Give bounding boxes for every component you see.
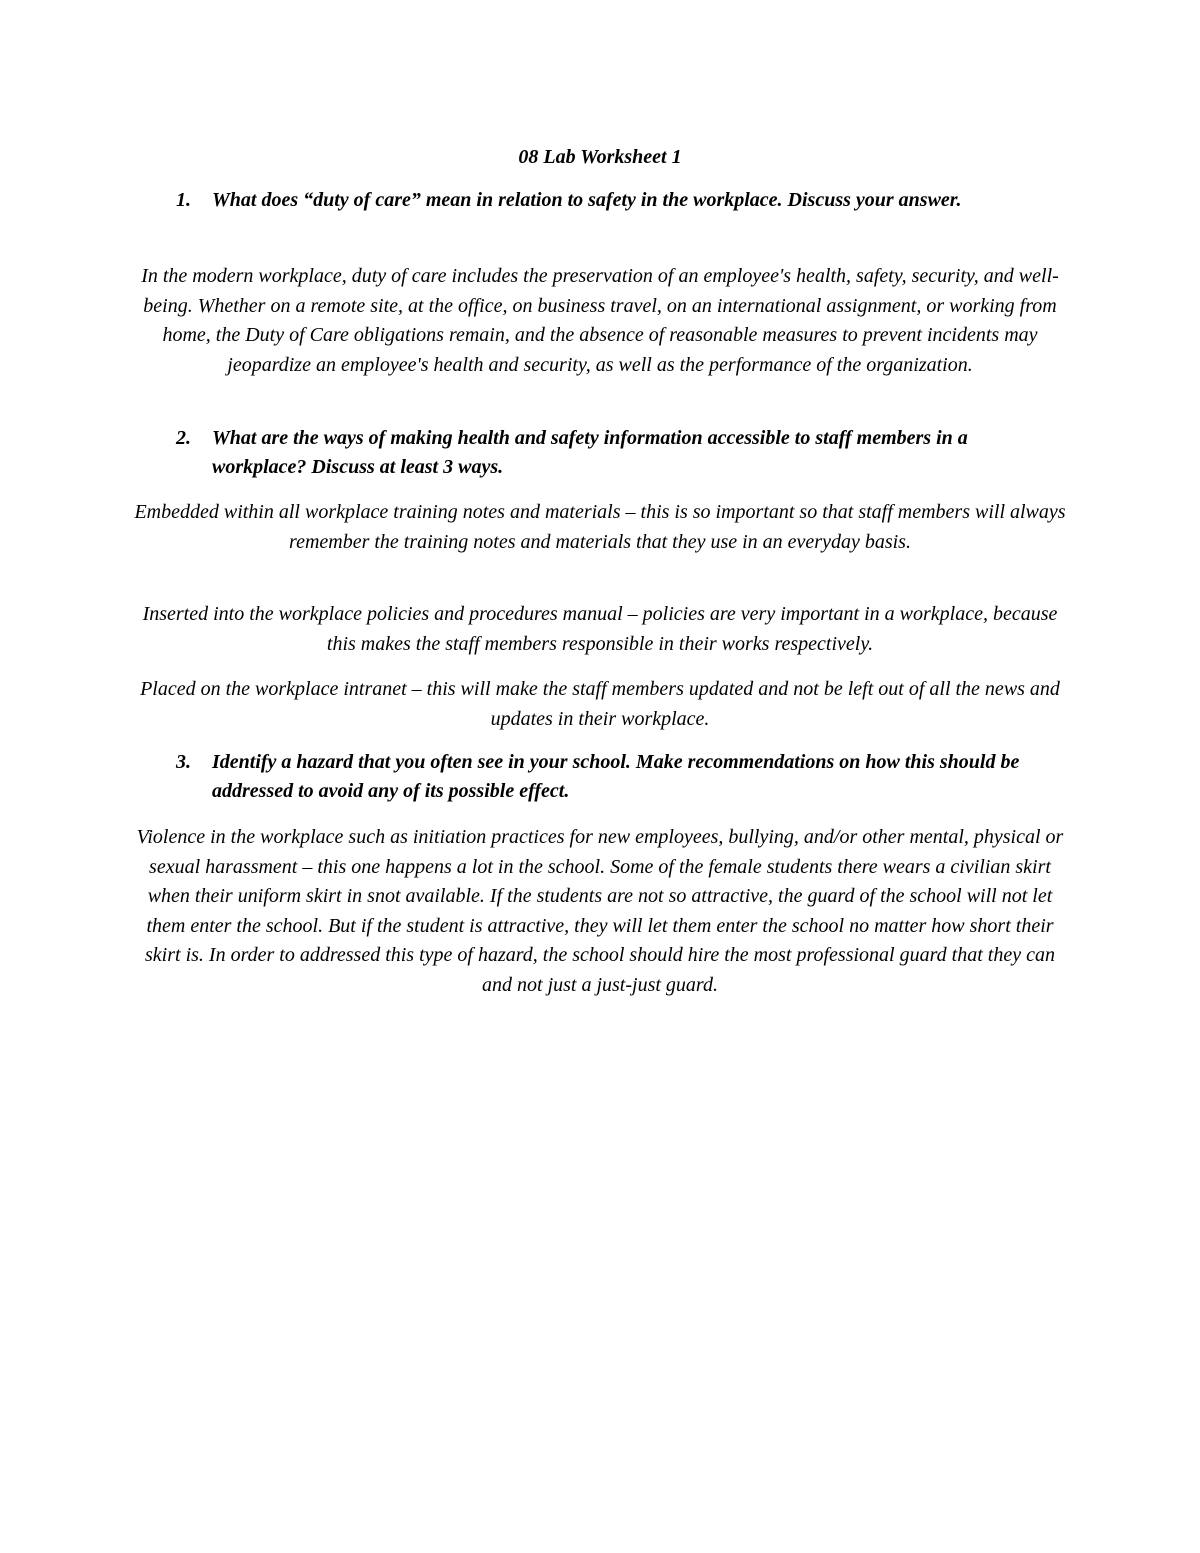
- answer-3: Violence in the workplace such as initiation practices for new employees, bullying, and/or other mental, physical or sexual harassment – this one happens a lot in the school. Some of the female students there wears a civilian skirt when their uniform skirt in snot available. If the students are not so attractive, the guard of the school will not let them enter the school. But if the student is attractive, they will let them enter the school no matter how short their skirt is. In order to addressed this type of hazard, the school should hire the most professional guard that they can and not just a just-just guard.: [136, 826, 1064, 996]
- question-3: [176, 748, 1026, 806]
- question-number: 2.: [176, 427, 191, 449]
- answer-2a: Embedded within all workplace training notes and materials – this is so important so that staff members will always remember the training notes and materials that they use in an everyday basis.: [134, 501, 1066, 553]
- question-text: What does “duty of care” mean in relation to safety in the workplace. Discuss your answer.: [212, 189, 962, 211]
- question-1: [176, 186, 1026, 215]
- answer-2c: Placed on the workplace intranet – this will make the staff members updated and not be left out of all the news and updates in their workplace.: [140, 678, 1060, 730]
- answer-1: In the modern workplace, duty of care includes the preservation of an employee's health, safety, security, and well-being. Whether on a remote site, at the office, on business travel, on an international assignment, or working from home, the Duty of Care obligations remain, and the absence of reasonable measures to prevent incidents may jeopardize an employee's health and security, as well as the performance of the organization.: [141, 265, 1059, 376]
- question-text: What are the ways of making health and safety information accessible to staff members in a workplace? Discuss at least 3 ways.: [212, 427, 968, 478]
- question-number: 1.: [176, 189, 191, 211]
- answer-2b: Inserted into the workplace policies and procedures manual – policies are very important in a workplace, because this makes the staff members responsible in their works respectively.: [142, 603, 1058, 655]
- question-number: 3.: [176, 751, 191, 773]
- question-2: [176, 424, 1026, 482]
- question-text: Identify a hazard that you often see in your school. Make recommendations on how this should be addressed to avoid any of its possible effect.: [212, 751, 1020, 802]
- document-title: 08 Lab Worksheet 1: [518, 146, 682, 168]
